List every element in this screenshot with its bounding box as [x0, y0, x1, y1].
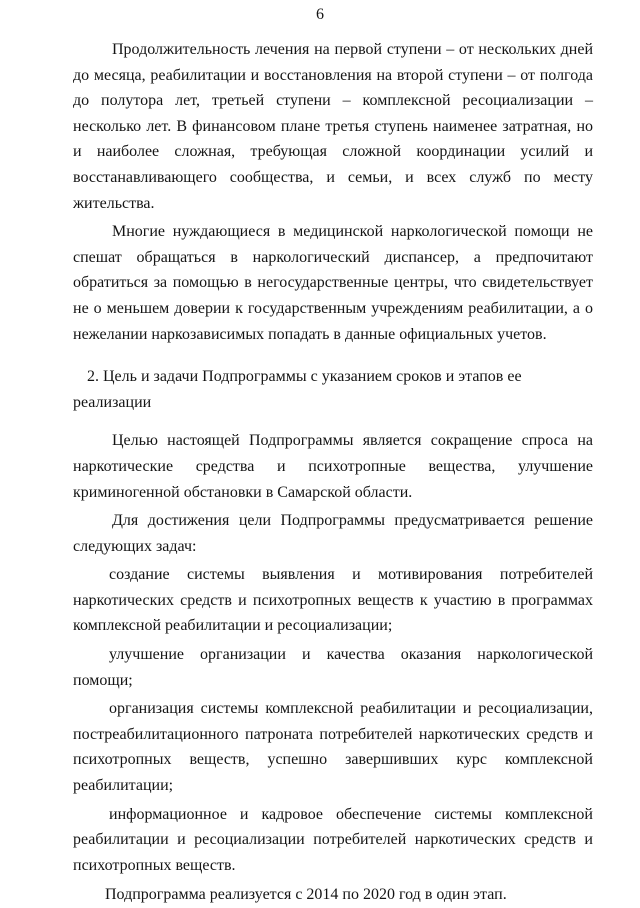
paragraph-tasks-intro: Для достижения цели Подпрограммы предусматривается решение следующих задач:	[73, 512, 593, 555]
task-item: информационное и кадровое обеспечение системы комплексной реабилитации и ресоциализации потребителей наркотических средств и психотропных веществ.	[73, 805, 593, 874]
document-body	[73, 37, 593, 908]
page-number: 6	[316, 6, 324, 23]
task-item: улучшение организации и качества оказания наркологической помощи;	[73, 646, 593, 689]
task-item: создание системы выявления и мотивирования потребителей наркотических средств и психотропных веществ к участию в программах комплексной реабилитации и ресоциализации;	[73, 566, 593, 635]
paragraph-patients-preference: Многие нуждающиеся в медицинской наркологической помощи не спешат обращаться в наркологический диспансер, а предпочитают обратиться за помощью в негосударственные центры, что свидетельствует не о меньшем доверии к государственным учреждениям реабилитации, а о нежелании наркозависимых попадать в данные официальных учетов.	[73, 223, 593, 343]
paragraph-goal: Целью настоящей Подпрограммы является сокращение спроса на наркотические средства и психотропные вещества, улучшение криминогенной обстановки в Самарской области.	[73, 432, 593, 501]
paragraph-implementation: Подпрограмма реализуется с 2014 по 2020 год в один этап.	[105, 886, 507, 904]
paragraph-treatment-duration: Продолжительность лечения на первой ступени – от нескольких дней до месяца, реабилитации и восстановления на второй ступени – от полгода до полутора лет, третьей ступени – комплексной ресоциализации – несколько лет. В финансовом плане третья ступень наименее затратная, но и наиболее сложная, требующая сложной координации усилий и восстанавливающего сообщества, и семьи, и всех служб по месту жительства.	[73, 41, 593, 212]
section-heading: 2. Цель и задачи Подпрограммы с указанием сроков и этапов ее реализации	[73, 368, 522, 411]
task-item: организация системы комплексной реабилитации и ресоциализации, постреабилитационного патроната потребителей наркотических средств и психотропных веществ, успешно завершивших курс комплексной реабилитации;	[73, 700, 593, 795]
